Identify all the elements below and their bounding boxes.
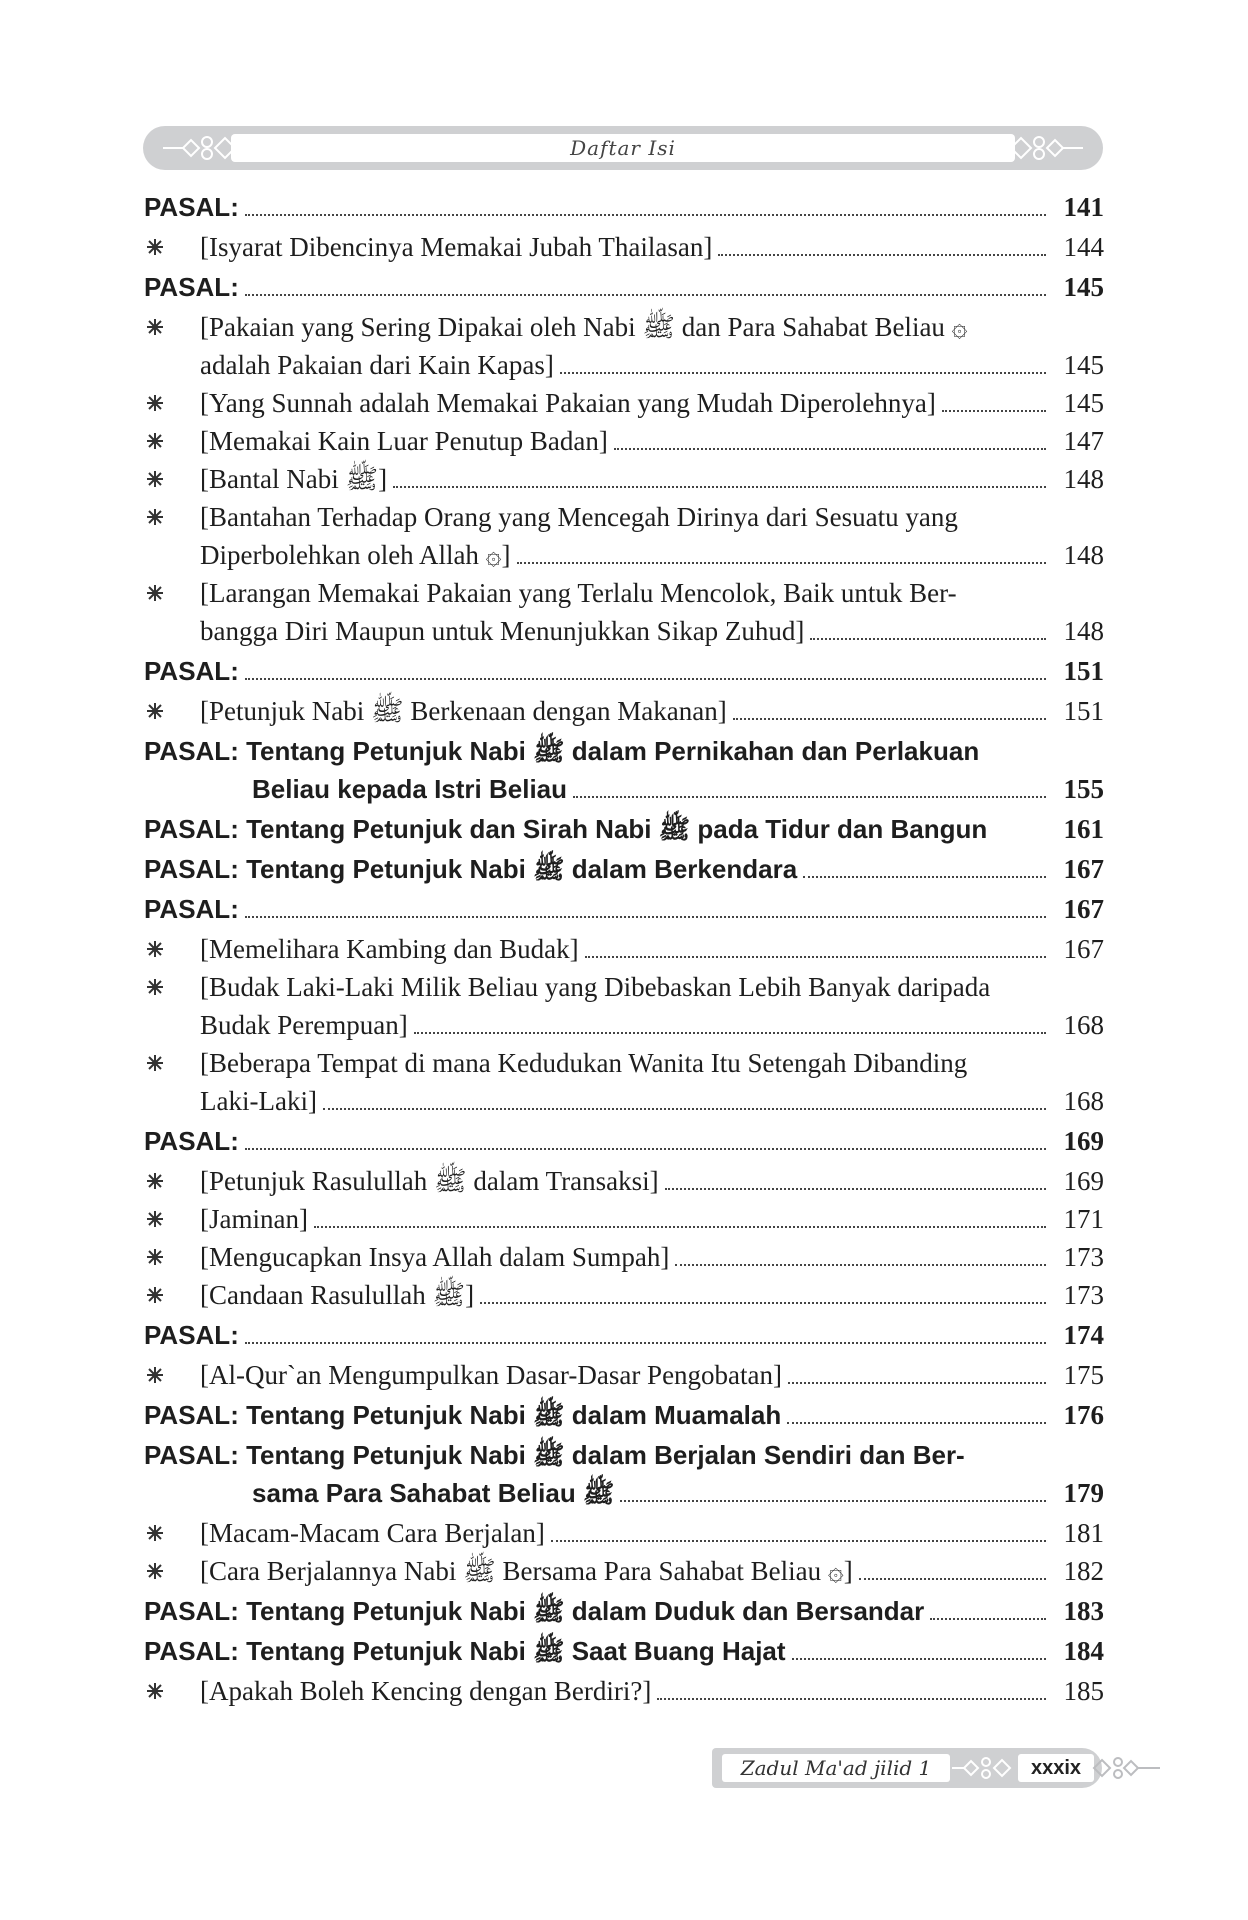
leader-dots	[787, 1422, 1046, 1424]
leader-dots	[414, 1032, 1046, 1034]
entry-label: [Al-Qur`an Mengumpulkan Dasar-Dasar Pengobatan]	[200, 1360, 783, 1390]
toc-entry[interactable]	[144, 1238, 1104, 1276]
page-number: 173	[1063, 1280, 1104, 1310]
toc-entry[interactable]	[144, 1162, 1104, 1200]
page-number: 147	[1063, 426, 1104, 456]
ornament-icon	[1092, 1752, 1162, 1784]
toc-entry[interactable]	[144, 810, 1104, 848]
page-number: 179	[1063, 1478, 1104, 1508]
entry-label-line2: Beliau kepada Istri Beliau	[252, 774, 568, 804]
toc-entry[interactable]	[144, 1672, 1104, 1710]
header-title: Daftar Isi	[570, 136, 676, 160]
page-number: 174	[1063, 1320, 1104, 1350]
bullet-icon	[146, 1248, 164, 1266]
entry-label: [Macam-Macam Cara Berjalan]	[200, 1518, 545, 1548]
toc-entry[interactable]	[144, 384, 1104, 422]
toc-entry[interactable]	[144, 1592, 1104, 1630]
entry-label-line1: [Bantahan Terhadap Orang yang Mencegah Dirinya dari Sesuatu yang	[200, 502, 958, 532]
leader-dots	[942, 410, 1046, 412]
toc-entry[interactable]	[144, 268, 1104, 306]
toc-entry[interactable]	[144, 498, 1104, 574]
leader-dots	[245, 678, 1046, 680]
entry-label: PASAL: Tentang Petunjuk dan Sirah Nabi ﷺ pada Tidur dan Bangun	[144, 814, 988, 844]
book-title: Zadul Ma'ad jilid 1	[740, 1756, 932, 1780]
bullet-icon	[146, 1366, 164, 1384]
toc-entry[interactable]	[144, 1552, 1104, 1590]
toc-entry[interactable]	[144, 460, 1104, 498]
entry-label-line2: bangga Diri Maupun untuk Menunjukkan Sikap Zuhud]	[200, 616, 805, 646]
leader-dots	[245, 294, 1046, 296]
page-number: 145	[1063, 388, 1104, 418]
bullet-icon	[146, 1286, 164, 1304]
bullet-icon	[146, 470, 164, 488]
entry-label-line2: adalah Pakaian dari Kain Kapas]	[200, 350, 554, 380]
header-banner	[143, 126, 1103, 170]
page-number: 145	[1063, 272, 1104, 302]
entry-label-line1: [Beberapa Tempat di mana Kedudukan Wanita Itu Setengah Dibanding	[200, 1048, 968, 1078]
leader-dots	[788, 1382, 1046, 1384]
leader-dots	[314, 1226, 1046, 1228]
leader-dots	[657, 1698, 1046, 1700]
footer-bar	[712, 1748, 1102, 1788]
entry-label: [Apakah Boleh Kencing dengan Berdiri?]	[200, 1676, 652, 1706]
entry-label: PASAL:	[144, 656, 239, 686]
leader-dots	[323, 1108, 1046, 1110]
bullet-icon	[146, 1054, 164, 1072]
toc-entry[interactable]	[144, 1436, 1104, 1512]
leader-dots	[792, 1658, 1046, 1660]
page-number: 184	[1063, 1636, 1104, 1666]
bullet-icon	[146, 978, 164, 996]
bullet-icon	[146, 702, 164, 720]
page-number: 167	[1063, 934, 1104, 964]
leader-dots	[551, 1540, 1046, 1542]
entry-label: PASAL:	[144, 1126, 239, 1156]
entry-label: [Yang Sunnah adalah Memakai Pakaian yang Mudah Diperolehnya]	[200, 388, 936, 418]
entry-label-line1: [Larangan Memakai Pakaian yang Terlalu Mencolok, Baik untuk Ber-	[200, 578, 957, 608]
entry-label: [Jaminan]	[200, 1204, 308, 1234]
toc-entry[interactable]	[144, 1632, 1104, 1670]
toc-entry[interactable]	[144, 1122, 1104, 1160]
toc-entry[interactable]	[144, 890, 1104, 928]
toc-entry[interactable]	[144, 1396, 1104, 1434]
page-number: 168	[1063, 1010, 1104, 1040]
entry-label: PASAL:	[144, 894, 239, 924]
toc-entry[interactable]	[144, 692, 1104, 730]
leader-dots	[245, 1342, 1046, 1344]
page-number: 151	[1063, 656, 1104, 686]
entry-label: PASAL:	[144, 1320, 239, 1350]
entry-label: PASAL: Tentang Petunjuk Nabi ﷺ Saat Buang Hajat	[144, 1636, 786, 1666]
leader-dots	[620, 1500, 1046, 1502]
page-number: 182	[1063, 1556, 1104, 1586]
footer-banner	[712, 1748, 1164, 1788]
toc-entry[interactable]	[144, 930, 1104, 968]
leader-dots	[393, 486, 1046, 488]
page-number: 145	[1063, 350, 1104, 380]
entry-label: [Candaan Rasulullah ﷺ]	[200, 1280, 475, 1310]
toc-entry[interactable]	[144, 1044, 1104, 1120]
page-number: 181	[1063, 1518, 1104, 1548]
table-of-contents	[144, 186, 1104, 1710]
entry-label-line2: Laki-Laki]	[200, 1086, 317, 1116]
page-number: 155	[1063, 774, 1104, 804]
entry-label: PASAL:	[144, 272, 239, 302]
leader-dots	[245, 214, 1046, 216]
toc-entry[interactable]	[144, 228, 1104, 266]
leader-dots	[665, 1188, 1046, 1190]
bullet-icon	[146, 432, 164, 450]
toc-entry[interactable]	[144, 1316, 1104, 1354]
entry-label: PASAL: Tentang Petunjuk Nabi ﷺ dalam Muamalah	[144, 1400, 782, 1430]
page-number: 169	[1063, 1126, 1104, 1156]
toc-entry[interactable]	[144, 188, 1104, 226]
entry-label: PASAL: Tentang Petunjuk Nabi ﷺ dalam Berkendara	[144, 854, 798, 884]
bullet-icon	[146, 238, 164, 256]
page-number: 176	[1063, 1400, 1104, 1430]
page-number: xxxix	[1030, 1756, 1082, 1779]
page-number: 185	[1063, 1676, 1104, 1706]
entry-label-line2: Diperbolehkan oleh Allah ۞]	[200, 540, 511, 570]
entry-label: PASAL:	[144, 192, 239, 222]
toc-entry[interactable]	[144, 422, 1104, 460]
toc-entry[interactable]	[144, 1356, 1104, 1394]
leader-dots	[718, 254, 1046, 256]
bullet-icon	[146, 318, 164, 336]
leader-dots	[245, 916, 1046, 918]
bullet-icon	[146, 940, 164, 958]
leader-dots	[675, 1264, 1046, 1266]
page-number: 161	[1063, 814, 1104, 844]
entry-label-line1: PASAL: Tentang Petunjuk Nabi ﷺ dalam Berjalan Sendiri dan Ber-	[144, 1440, 965, 1470]
toc-entry[interactable]	[144, 1514, 1104, 1552]
bullet-icon	[146, 584, 164, 602]
entry-label-line2: sama Para Sahabat Beliau ﷺ	[252, 1478, 615, 1508]
page-number: 171	[1063, 1204, 1104, 1234]
leader-dots	[803, 876, 1046, 878]
page-number: 167	[1063, 894, 1104, 924]
bullet-icon	[146, 394, 164, 412]
toc-entry[interactable]	[144, 308, 1104, 384]
bullet-icon	[146, 1210, 164, 1228]
leader-dots	[560, 372, 1046, 374]
leader-dots	[810, 638, 1046, 640]
entry-label: [Cara Berjalannya Nabi ﷺ Bersama Para Sahabat Beliau ۞]	[200, 1556, 853, 1586]
page-number: 183	[1063, 1596, 1104, 1626]
header-title-box	[231, 134, 1015, 162]
page-number: 148	[1063, 464, 1104, 494]
entry-label: [Memakai Kain Luar Penutup Badan]	[200, 426, 608, 456]
leader-dots	[480, 1302, 1046, 1304]
ornament-icon	[999, 132, 1085, 164]
entry-label: [Memelihara Kambing dan Budak]	[200, 934, 579, 964]
toc-entry[interactable]	[144, 732, 1104, 808]
leader-dots	[585, 956, 1046, 958]
leader-dots	[573, 796, 1046, 798]
entry-label: [Bantal Nabi ﷺ]	[200, 464, 388, 494]
bullet-icon	[146, 1682, 164, 1700]
entry-label: [Mengucapkan Insya Allah dalam Sumpah]	[200, 1242, 670, 1272]
page-number: 168	[1063, 1086, 1104, 1116]
page-number: 148	[1063, 616, 1104, 646]
toc-entry[interactable]	[144, 1200, 1104, 1238]
page-number: 148	[1063, 540, 1104, 570]
toc-entry[interactable]	[144, 850, 1104, 888]
bullet-icon	[146, 1524, 164, 1542]
toc-entry[interactable]	[144, 968, 1104, 1044]
leader-dots	[859, 1578, 1046, 1580]
entry-label: [Petunjuk Rasulullah ﷺ dalam Transaksi]	[200, 1166, 659, 1196]
leader-dots	[614, 448, 1046, 450]
entry-label: PASAL: Tentang Petunjuk Nabi ﷺ dalam Duduk dan Bersandar	[144, 1596, 925, 1626]
toc-entry[interactable]	[144, 652, 1104, 690]
entry-label-line2: Budak Perempuan]	[200, 1010, 408, 1040]
entry-label: [Petunjuk Nabi ﷺ Berkenaan dengan Makanan]	[200, 696, 727, 726]
page-number-box	[1018, 1754, 1094, 1782]
entry-label-line1: [Pakaian yang Sering Dipakai oleh Nabi ﷺ dan Para Sahabat Beliau ۞	[200, 312, 968, 342]
entry-label-line1: [Budak Laki-Laki Milik Beliau yang Dibebaskan Lebih Banyak daripada	[200, 972, 991, 1002]
leader-dots	[517, 562, 1047, 564]
toc-entry[interactable]	[144, 574, 1104, 650]
entry-label-line1: PASAL: Tentang Petunjuk Nabi ﷺ dalam Pernikahan dan Perlakuan	[144, 736, 980, 766]
page-number: 169	[1063, 1166, 1104, 1196]
bullet-icon	[146, 1172, 164, 1190]
footer-book-box	[722, 1754, 950, 1782]
page-number: 173	[1063, 1242, 1104, 1272]
page-number: 151	[1063, 696, 1104, 726]
bullet-icon	[146, 1562, 164, 1580]
page-number: 167	[1063, 854, 1104, 884]
leader-dots	[930, 1618, 1046, 1620]
leader-dots	[733, 718, 1046, 720]
leader-dots	[245, 1148, 1046, 1150]
page-number: 175	[1063, 1360, 1104, 1390]
toc-entry[interactable]	[144, 1276, 1104, 1314]
ornament-icon	[950, 1752, 1020, 1784]
entry-label: [Isyarat Dibencinya Memakai Jubah Thailasan]	[200, 232, 713, 262]
page-number: 141	[1063, 192, 1104, 222]
bullet-icon	[146, 508, 164, 526]
page-number: 144	[1063, 232, 1104, 262]
